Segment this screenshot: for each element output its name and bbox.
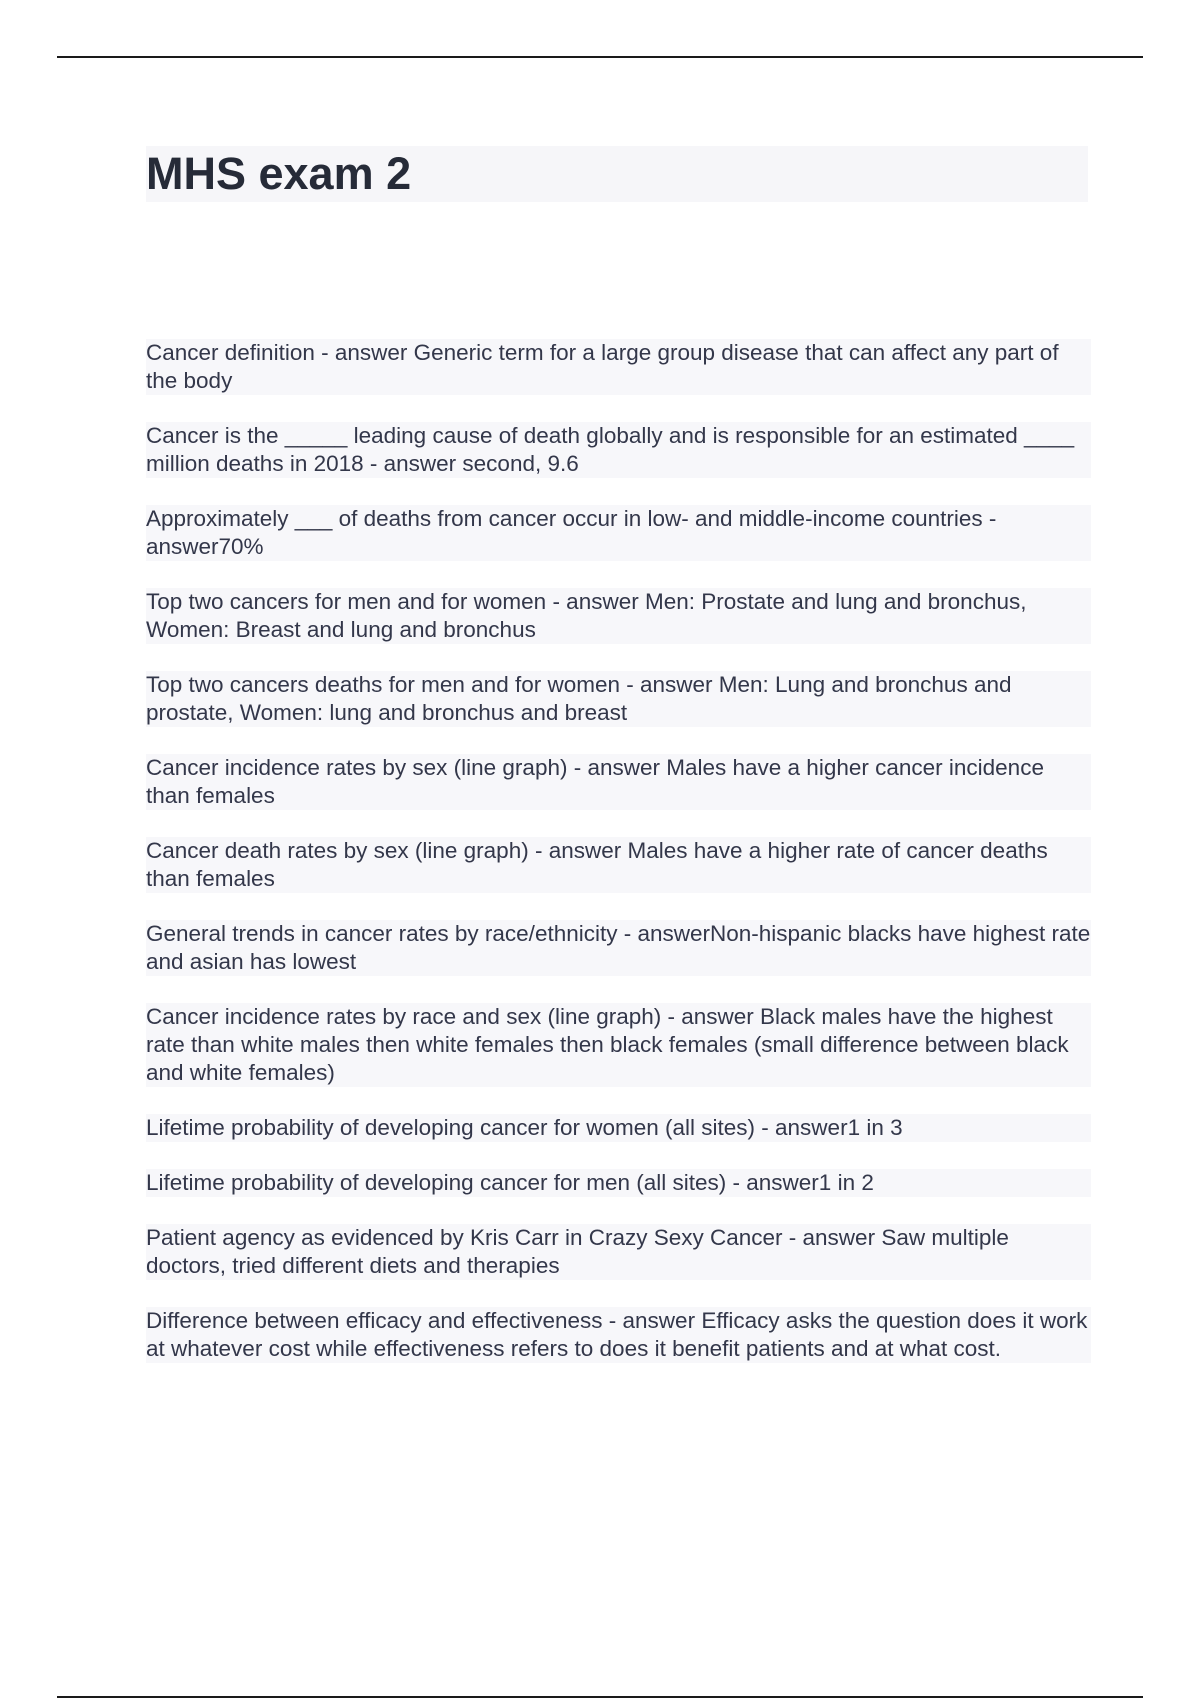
qa-item: Approximately ___ of deaths from cancer occur in low- and middle-income countries - answer70% bbox=[146, 505, 1091, 561]
qa-item: General trends in cancer rates by race/ethnicity - answerNon-hispanic blacks have highest rate and asian has lowest bbox=[146, 921, 1091, 974]
qa-item: Top two cancers for men and for women - answer Men: Prostate and lung and bronchus, Women: Breast and lung and bronchus bbox=[146, 588, 1091, 644]
title-block bbox=[146, 146, 1088, 202]
qa-list bbox=[146, 339, 1091, 1390]
qa-item: Cancer incidence rates by race and sex (line graph) - answer Black males have the highest rate than white males then white females then black females (small difference between black and white females) bbox=[146, 1003, 1091, 1087]
qa-item: Cancer death rates by sex (line graph) - answer Males have a higher rate of cancer deaths than females bbox=[146, 837, 1091, 893]
qa-item: Difference between efficacy and effectiveness - answer Efficacy asks the question does it work at whatever cost while effectiveness refers to does it benefit patients and at what cost. bbox=[146, 1307, 1091, 1363]
qa-item: Patient agency as evidenced by Kris Carr in Crazy Sexy Cancer - answer Saw multiple doctors, tried different diets and therapies bbox=[146, 1224, 1091, 1280]
qa-item: Cancer is the _____ leading cause of death globally and is responsible for an estimated ____ million deaths in 2018 - answer second, 9.6 bbox=[146, 422, 1091, 478]
qa-item: Top two cancers deaths for men and for women - answer Men: Lung and bronchus and prostate, Women: lung and bronchus and breast bbox=[146, 671, 1091, 727]
bottom-divider bbox=[57, 1696, 1143, 1698]
qa-item: Lifetime probability of developing cancer for women (all sites) - answer1 in 3 bbox=[146, 1114, 1091, 1142]
qa-item: Cancer definition - answer Generic term for a large group disease that can affect any part of the body bbox=[146, 339, 1091, 395]
qa-item: Lifetime probability of developing cancer for men (all sites) - answer1 in 2 bbox=[146, 1169, 1091, 1197]
qa-item: Cancer incidence rates by sex (line graph) - answer Males have a higher cancer incidence than females bbox=[146, 754, 1091, 810]
top-divider bbox=[57, 56, 1143, 58]
page-title: MHS exam 2 bbox=[146, 148, 412, 199]
